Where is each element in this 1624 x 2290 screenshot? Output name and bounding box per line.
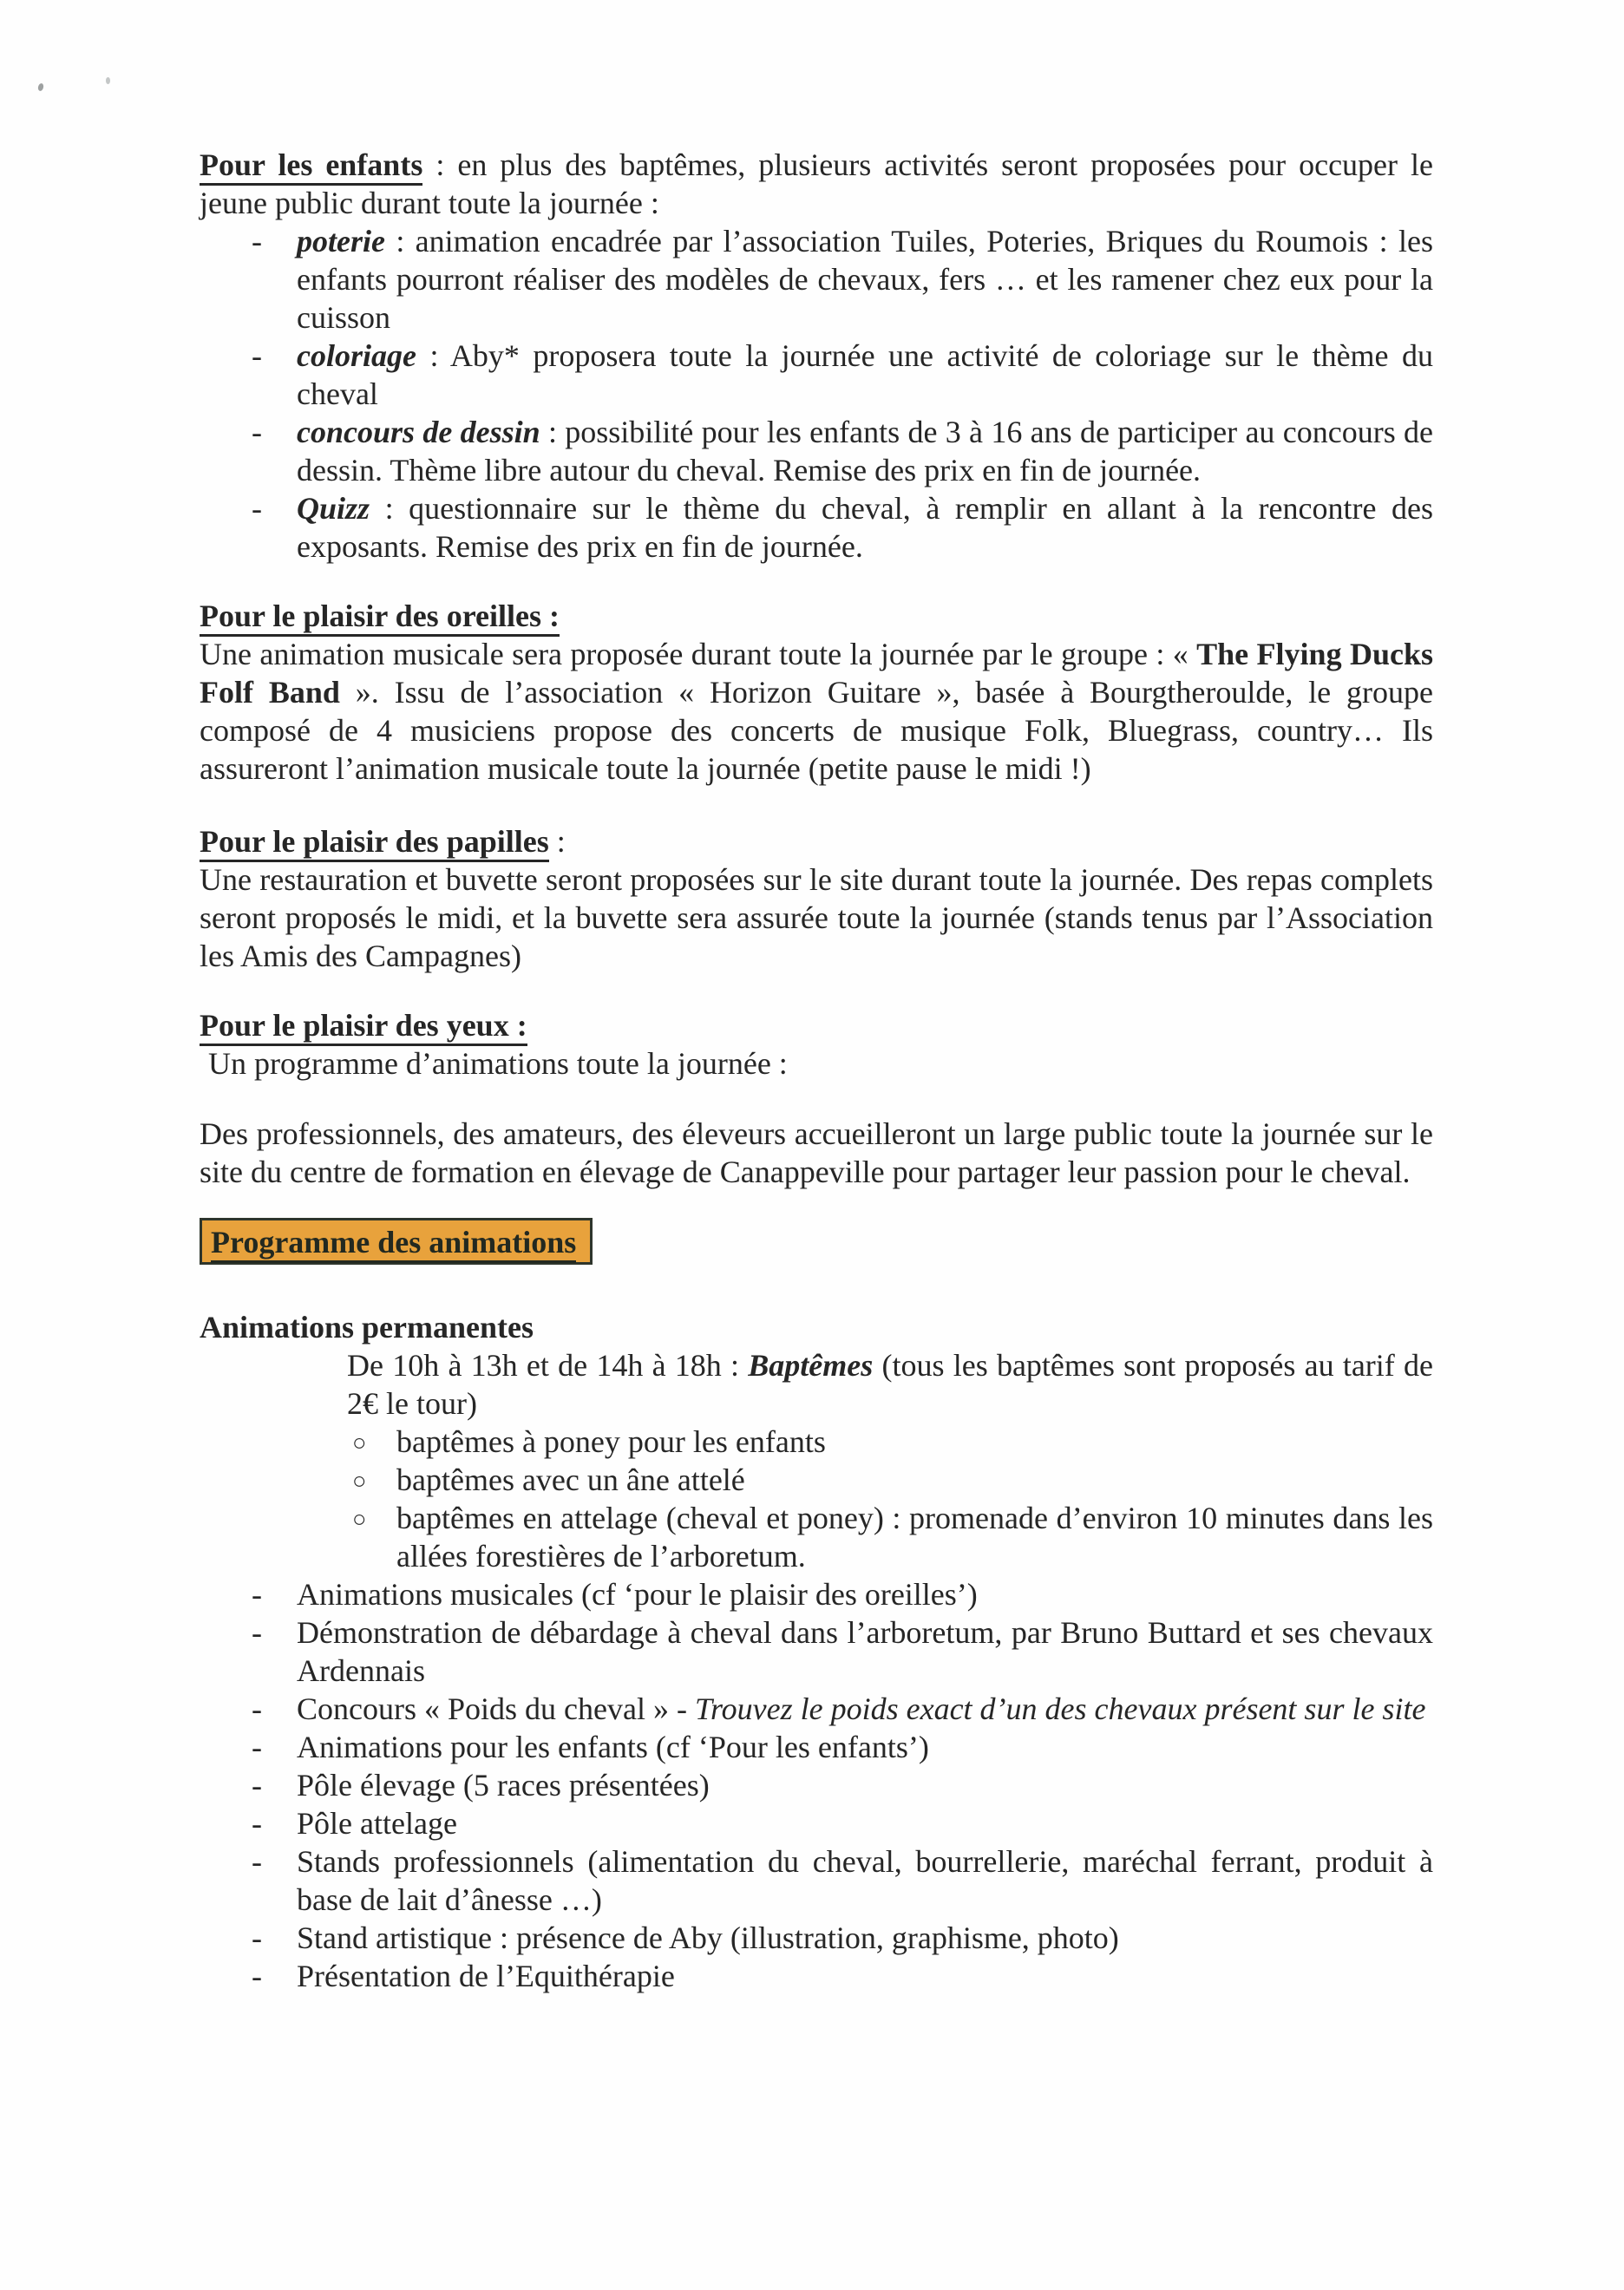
item-text: baptêmes à poney pour les enfants xyxy=(396,1424,826,1459)
paragraph-text: Des professionnels, des amateurs, des éleveurs accueilleront un large public toute la journée sur le site du centre de formation en élevage de Canappeville pour partager leur passion pour le cheval. xyxy=(200,1116,1433,1189)
list-item xyxy=(252,1690,1433,1728)
dash-bullet: - xyxy=(252,491,262,526)
oreilles-heading-line xyxy=(200,597,1433,635)
dash-bullet: - xyxy=(252,415,262,449)
dash-bullet: - xyxy=(252,224,262,258)
paragraph-text: Une animation musicale sera proposée durant toute la journée par le groupe : « xyxy=(200,637,1197,671)
item-text: baptêmes en attelage (cheval et poney) : promenade d’environ 10 minutes dans les allées forestières de l’arboretum. xyxy=(396,1501,1433,1574)
band-name-bold: The Flying Ducks Folf Band xyxy=(200,637,1433,710)
list-item xyxy=(252,1842,1433,1919)
list-item xyxy=(352,1461,1433,1499)
item-text: Animations musicales (cf ‘pour le plaisir des oreilles’) xyxy=(297,1577,978,1612)
dash-bullet: - xyxy=(252,1768,262,1803)
list-item xyxy=(252,222,1433,337)
enfants-heading: Pour les enfants xyxy=(200,147,422,186)
item-text: Démonstration de débardage à cheval dans l’arboretum, par Bruno Buttard et ses chevaux Ardennais xyxy=(297,1615,1433,1688)
list-item xyxy=(252,1728,1433,1766)
list-item xyxy=(252,1804,1433,1842)
list-item xyxy=(252,489,1433,566)
enfants-dash-list xyxy=(200,222,1433,566)
papilles-heading: Pour le plaisir des papilles xyxy=(200,824,549,862)
item-text: baptêmes avec un âne attelé xyxy=(396,1462,745,1497)
item-text: Concours « Poids du cheval » - xyxy=(297,1691,695,1726)
circle-bullet: ○ xyxy=(352,1468,367,1494)
papilles-heading-line xyxy=(200,822,1433,860)
oreilles-heading: Pour le plaisir des oreilles : xyxy=(200,599,560,637)
intro-text: De 10h à 13h et de 14h à 18h : xyxy=(347,1348,749,1383)
intro-text: (tous les baptêmes sont proposés au tarif de 2€ le tour) xyxy=(347,1348,1433,1421)
section-plaisir-des-oreilles xyxy=(200,597,1433,788)
dash-bullet: - xyxy=(252,1959,262,1993)
item-text: Présentation de l’Equithérapie xyxy=(297,1959,675,1993)
item-text: : animation encadrée par l’association Tuiles, Poteries, Briques du Roumois : les enfants pourront réaliser des modèles de chevaux, fers … et les ramener chez eux pour la cuisson xyxy=(297,224,1433,335)
yeux-heading-line xyxy=(200,1006,1433,1044)
paragraph-text: ». Issu de l’association « Horizon Guitare », basée à Bourgtheroulde, le groupe composé de 4 musiciens propose des concerts de musique Folk, Bluegrass, country… Ils assureront l’animation musicale toute la journée (petite pause le midi !) xyxy=(200,675,1433,786)
dash-bullet: - xyxy=(252,1806,262,1841)
item-text: : Aby* proposera toute la journée une activité de coloriage sur le thème du cheval xyxy=(297,338,1433,411)
oreilles-paragraph xyxy=(200,635,1433,788)
dash-bullet: - xyxy=(252,338,262,373)
permanentes-dash-list xyxy=(200,1575,1433,1995)
list-item xyxy=(252,337,1433,413)
section-plaisir-des-yeux xyxy=(200,1006,1433,1083)
scan-artifact-speck xyxy=(37,82,44,91)
dash-bullet: - xyxy=(252,1615,262,1650)
item-text: Animations pour les enfants (cf ‘Pour les enfants’) xyxy=(297,1730,929,1764)
item-lead: Quizz xyxy=(297,491,370,526)
professionnels-paragraph xyxy=(200,1115,1433,1191)
list-item xyxy=(252,1575,1433,1613)
baptemes-word: Baptêmes xyxy=(748,1348,874,1383)
item-text: Stands professionnels (alimentation du cheval, bourrellerie, maréchal ferrant, produit à base de lait d’ânesse …) xyxy=(297,1844,1433,1917)
item-text: Stand artistique : présence de Aby (illustration, graphisme, photo) xyxy=(297,1920,1119,1955)
list-item xyxy=(252,413,1433,489)
item-text: Pôle élevage (5 races présentées) xyxy=(297,1768,710,1803)
papilles-heading-colon: : xyxy=(548,824,566,859)
list-item xyxy=(352,1499,1433,1575)
enfants-intro-paragraph xyxy=(200,146,1433,222)
list-item xyxy=(252,1919,1433,1957)
list-item xyxy=(252,1613,1433,1690)
permanentes-heading: Animations permanentes xyxy=(200,1310,534,1345)
banner-row xyxy=(200,1218,1433,1265)
programme-banner-label: Programme des animations xyxy=(211,1225,576,1263)
item-text-italic: Trouvez le poids exact d’un des chevaux présent sur le site xyxy=(694,1691,1426,1726)
dash-bullet: - xyxy=(252,1577,262,1612)
item-text: Pôle attelage xyxy=(297,1806,457,1841)
dash-bullet: - xyxy=(252,1920,262,1955)
dash-bullet: - xyxy=(252,1691,262,1726)
yeux-heading: Pour le plaisir des yeux : xyxy=(200,1008,527,1046)
item-text: : questionnaire sur le thème du cheval, à remplir en allant à la rencontre des exposants. Remise des prix en fin de journée. xyxy=(297,491,1433,564)
item-lead: concours de dessin xyxy=(297,415,540,449)
programme-banner xyxy=(200,1218,593,1265)
list-item xyxy=(252,1957,1433,1995)
list-item xyxy=(352,1423,1433,1461)
list-item xyxy=(252,1766,1433,1804)
circle-bullet: ○ xyxy=(352,1430,367,1456)
dash-bullet: - xyxy=(252,1844,262,1879)
document-content xyxy=(200,146,1433,1995)
section-pour-les-enfants xyxy=(200,146,1433,566)
baptemes-intro xyxy=(347,1346,1433,1423)
item-lead: poterie xyxy=(297,224,385,258)
item-text: : possibilité pour les enfants de 3 à 16 ans de participer au concours de dessin. Thème libre autour du cheval. Remise des prix en fin de journée. xyxy=(297,415,1433,487)
yeux-paragraph-1 xyxy=(200,1044,1433,1083)
enfants-intro-text: : en plus des baptêmes, plusieurs activités seront proposées pour occuper le jeune public durant toute la journée : xyxy=(200,147,1433,220)
section-plaisir-des-papilles xyxy=(200,822,1433,975)
papilles-paragraph xyxy=(200,860,1433,975)
item-lead: coloriage xyxy=(297,338,416,373)
paragraph-text: Une restauration et buvette seront proposées sur le site durant toute la journée. Des repas complets seront proposés le midi, et la buvette sera assurée toute la journée (stands tenus par l’Association les Amis des Campagnes) xyxy=(200,862,1433,973)
section-animations-permanentes xyxy=(200,1308,1433,1995)
paragraph-text: Un programme d’animations toute la journée : xyxy=(208,1046,788,1081)
baptemes-circle-list xyxy=(200,1423,1433,1575)
scan-artifact-speck xyxy=(106,77,110,84)
dash-bullet: - xyxy=(252,1730,262,1764)
circle-bullet: ○ xyxy=(352,1506,367,1532)
